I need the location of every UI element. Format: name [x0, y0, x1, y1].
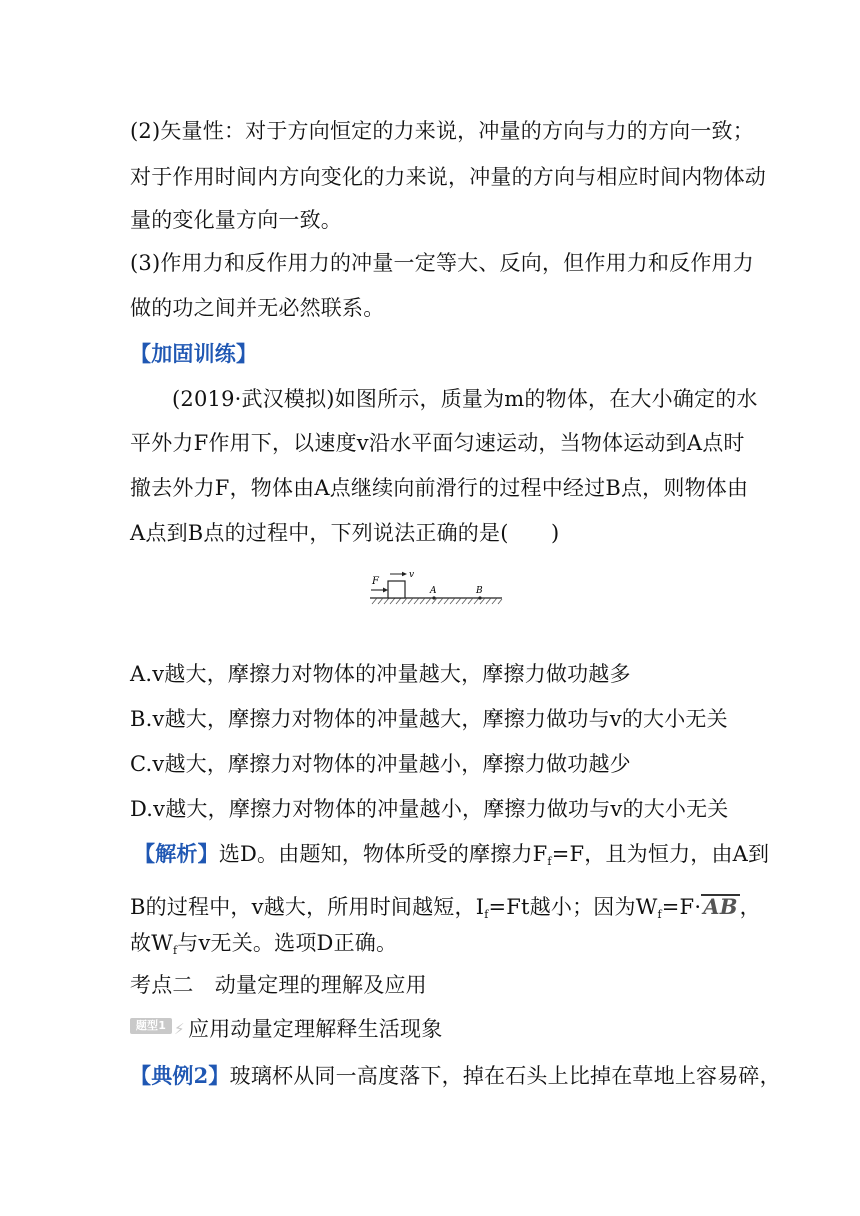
analysis-text: =F，且为恒力，由A到 [551, 842, 770, 866]
subscript: f [172, 944, 178, 957]
text-line: 做的功之间并无必然联系。 [130, 296, 385, 320]
label-v: v [409, 570, 415, 580]
point-a [432, 596, 435, 599]
lightning-icon: ⚡ [174, 1020, 185, 1038]
analysis-tag: 【解析】 [134, 841, 219, 866]
text-line: 对于作用时间内方向变化的力来说，冲量的方向与相应时间内物体动 [130, 165, 766, 189]
analysis-line-2 [130, 893, 761, 929]
label-a: A [430, 586, 437, 596]
physics-figure [368, 566, 504, 606]
question-line: (2019·武汉模拟)如图所示，质量为m的物体，在大小确定的水 [172, 387, 758, 411]
type-title: 应用动量定理解释生活现象 [188, 1017, 443, 1041]
analysis-text: B的过程中，v越大，所用时间越短，I [130, 895, 485, 919]
type-badge [130, 1017, 188, 1038]
option-a: A.v越大，摩擦力对物体的冲量越大，摩擦力做功越多 [130, 662, 631, 686]
analysis-text: ， [739, 895, 761, 919]
text-line: 量的变化量方向一致。 [130, 208, 342, 232]
question-line: 平外力F作用下，以速度v沿水平面匀速运动，当物体运动到A点时 [130, 431, 745, 455]
analysis-text: =Ft越小；因为W [488, 895, 658, 919]
analysis-text: 选D。由题知，物体所受的摩擦力F [218, 842, 548, 866]
text-line: (3)作用力和反作用力的冲量一定等大、反向，但作用力和反作用力 [130, 251, 754, 275]
point-b [478, 596, 481, 599]
analysis-line-1 [134, 840, 769, 876]
option-d: D.v越大，摩擦力对物体的冲量越小，摩擦力做功与v的大小无关 [130, 797, 729, 821]
label-b: B [476, 586, 483, 596]
example-text: 玻璃杯从同一高度落下，掉在石头上比掉在草地上容易碎， [229, 1064, 781, 1088]
option-b: B.v越大，摩擦力对物体的冲量越大，摩擦力做功与v的大小无关 [130, 707, 728, 731]
text-line: (2)矢量性：对于方向恒定的力来说，冲量的方向与力的方向一致； [130, 119, 754, 143]
type-heading [130, 1015, 442, 1043]
example-line [130, 1062, 781, 1090]
analysis-text: 故W [130, 931, 173, 955]
analysis-text: 与v无关。选项D正确。 [177, 931, 398, 955]
label-f: F [372, 576, 379, 587]
badge-label: 题型1 [130, 1018, 172, 1034]
example-tag: 【典例2】 [130, 1063, 230, 1088]
question-line: 撤去外力F，物体由A点继续向前滑行的过程中经过B点，则物体由 [130, 476, 749, 500]
analysis-line-3 [130, 929, 397, 965]
option-c: C.v越大，摩擦力对物体的冲量越小，摩擦力做功越少 [130, 752, 631, 776]
reinforce-heading: 【加固训练】 [130, 341, 258, 366]
analysis-text: =F· [661, 895, 702, 919]
question-line: A点到B点的过程中，下列说法正确的是( ) [130, 521, 560, 545]
segment-ab: AB [703, 894, 738, 919]
block [388, 581, 405, 598]
subscript: f [484, 908, 489, 921]
subscript: f [657, 908, 662, 921]
subscript: f [547, 855, 552, 868]
section-title: 考点二 动量定理的理解及应用 [130, 973, 427, 997]
